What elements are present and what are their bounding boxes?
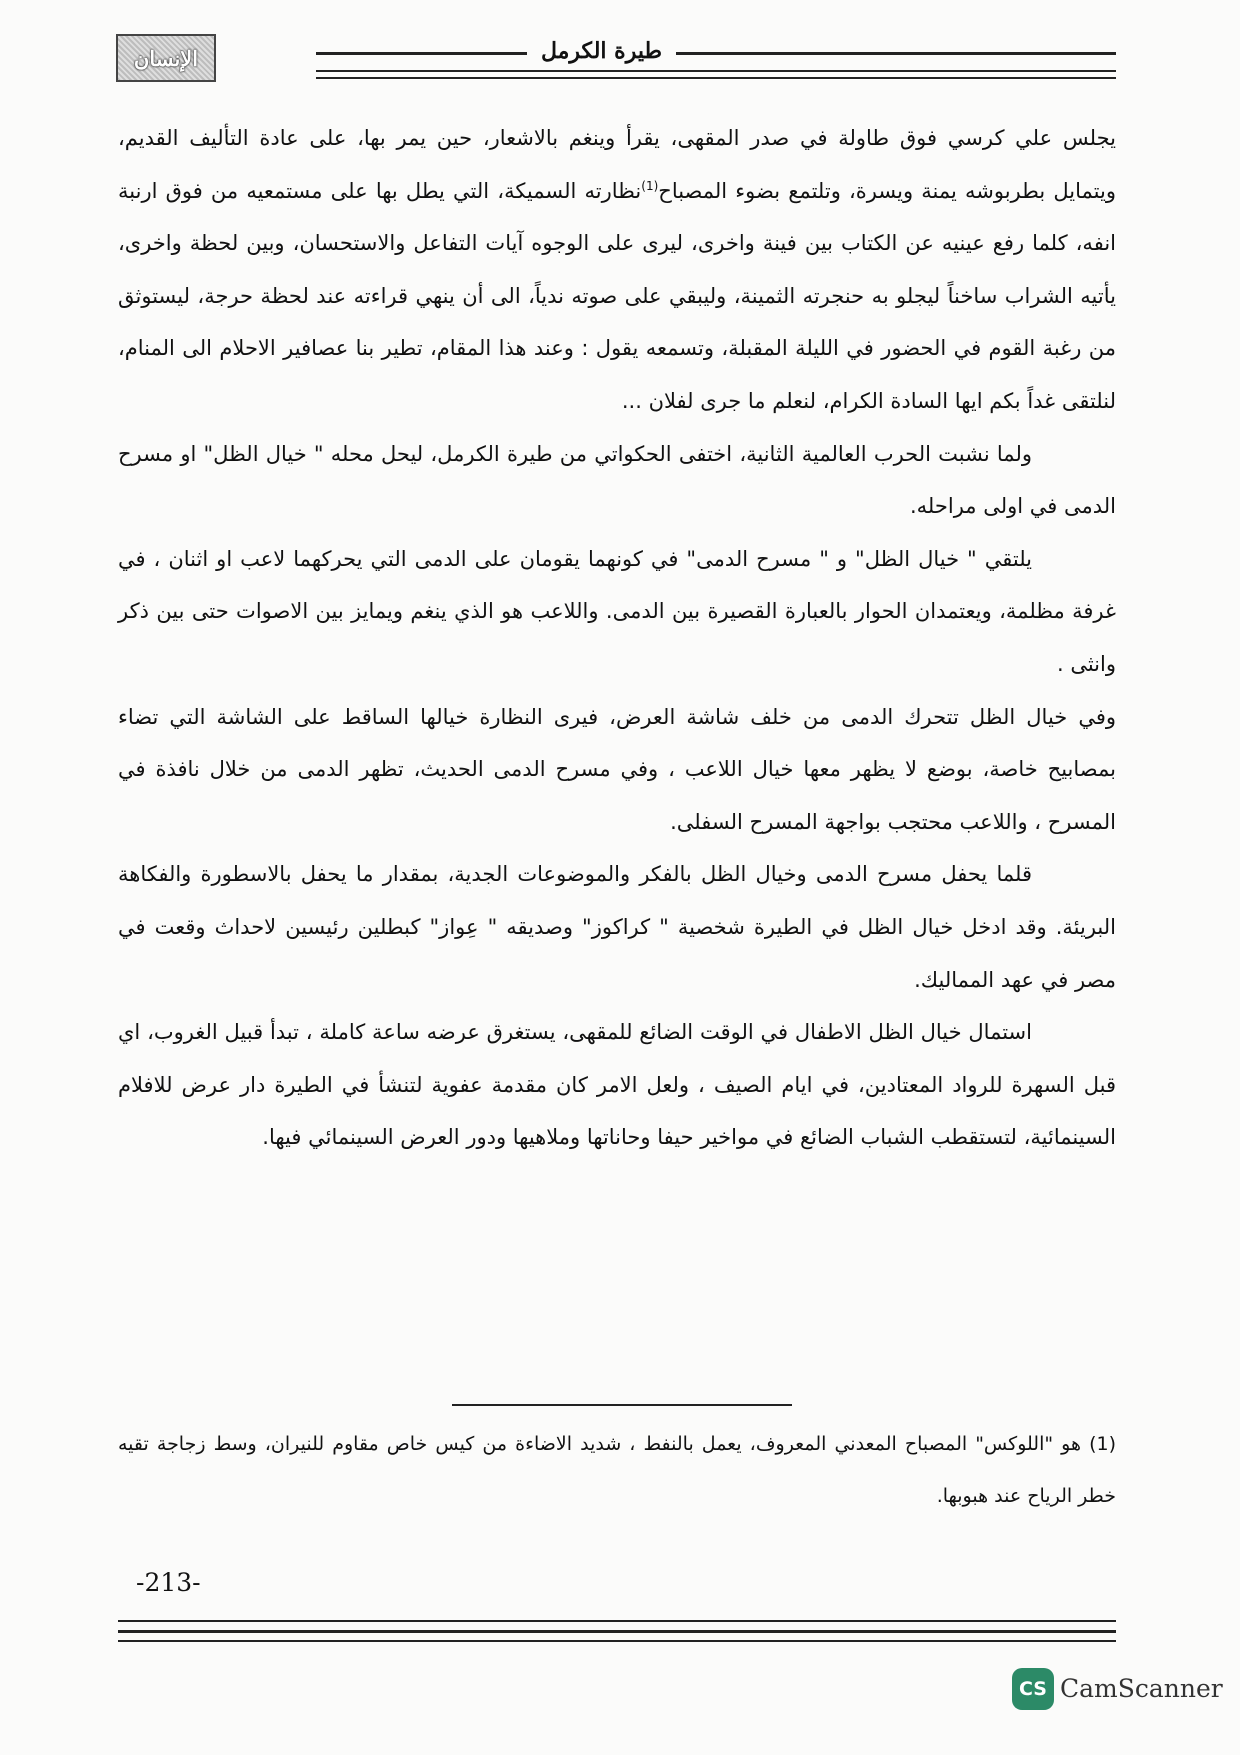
paragraph-1-text-a: يجلس علي كرسي فوق طاولة في صدر المقهى، يقرأ وينغم بالاشعار، حين يمر بها، على عادة التأليف القديم، ويتمايل بطربوشه يمنة ويسرة، وتلتمع بضوء المصباح <box>118 126 1116 203</box>
page-header <box>116 24 1116 84</box>
header-badge <box>116 34 216 82</box>
paragraph-3: يلتقي " خيال الظل" و " مسرح الدمى" في كونهما يقومان على الدمى التي يحركهما لاعب او اثنان ، في غرفة مظلمة، ويعتمدان الحوار بالعبارة القصيرة بين الدمى. واللاعب هو الذي ينغم ويمايز بين الاصوات حتى بين ذكر وانثى . <box>118 546 1116 676</box>
page-number: -213- <box>136 1568 201 1597</box>
footnote-separator <box>452 1404 792 1406</box>
footnote-text: هو "اللوكس" المصباح المعدني المعروف، يعمل بالنفط ، شديد الاضاءة من كيس خاص مقاوم للنيران، وسط زجاجة تقيه خطر الرياح عند هبوبها. <box>118 1433 1116 1507</box>
footnote <box>118 1418 1116 1522</box>
footer-rule <box>118 1620 1116 1622</box>
paragraph-1-text-b: نظارته السميكة، التي يطل بها على مستمعيه من فوق ارنبة انفه، كلما رفع عينيه عن الكتاب بين فينة واخرى، ليرى على الوجوه آيات التفاعل والاستحسان، وبين لحظة واخرى، يأتيه الشراب ساخناً ليجلو به حنجرته الثمينة، وليبقي على صوته ندياً، الى أن ينهي قراءته عند لحظة حرجة، ليستوثق من رغبة القوم في الحضور في الليلة المقبلة، وتسمعه يقول : وعند هذا المقام، تطير بنا عصافير الاحلام الى المنام، لنلتقى غداً بكم ايها السادة الكرام، لنعلم ما جرى لفلان ... <box>118 178 1116 413</box>
paragraph-1 <box>118 112 1116 428</box>
footer-rule <box>118 1640 1116 1642</box>
camscanner-watermark-text: CamScanner <box>1060 1674 1223 1703</box>
footnote-number: (1) <box>1089 1433 1116 1455</box>
header-rule <box>316 52 1116 55</box>
header-rule <box>316 77 1116 79</box>
body-text <box>118 112 1116 1164</box>
header-rule <box>316 70 1116 72</box>
header-badge-text: الإنسان <box>133 45 199 71</box>
paragraph-2: ولما نشبت الحرب العالمية الثانية، اختفى الحكواتي من طيرة الكرمل، ليحل محله " خيال الظل" او مسرح الدمى في اولى مراحله. <box>118 441 1116 519</box>
footnote-reference: (1) <box>641 178 659 193</box>
paragraph-4: وفي خيال الظل تتحرك الدمى من خلف شاشة العرض، فيرى النظارة خيالها الساقط على الشاشة التي تضاء بمصابيح خاصة، بوضع لا يظهر معها خيال اللاعب ، وفي مسرح الدمى الحديث، تظهر الدمى من خلال نافذة في المسرح ، واللاعب محتجب بواجهة المسرح السفلى. <box>118 704 1116 834</box>
camscanner-logo-icon: CS <box>1012 1668 1054 1710</box>
paragraph-5: قلما يحفل مسرح الدمى وخيال الظل بالفكر والموضوعات الجدية، بمقدار ما يحفل بالاسطورة والفكاهة البريئة. وقد ادخل خيال الظل في الطيرة شخصية " كراكوز" وصديقه " عِواز" كبطلين رئيسين لاحداث وقعت في مصر في عهد المماليك. <box>118 862 1116 992</box>
running-title: طيرة الكرمل <box>527 38 676 64</box>
paragraph-6: استمال خيال الظل الاطفال في الوقت الضائع للمقهى، يستغرق عرضه ساعة كاملة ، تبدأ قبيل الغروب، اي قبل السهرة للرواد المعتادين، في ايام الصيف ، ولعل الامر كان مقدمة عفوية لتنشأ في الطيرة دار عرض للافلام السينمائية، لتستقطب الشباب الضائع في مواخير حيفا وحاناتها وملاهيها ودور العرض السينمائي فيها. <box>118 1020 1116 1150</box>
footer-rule <box>118 1630 1116 1633</box>
